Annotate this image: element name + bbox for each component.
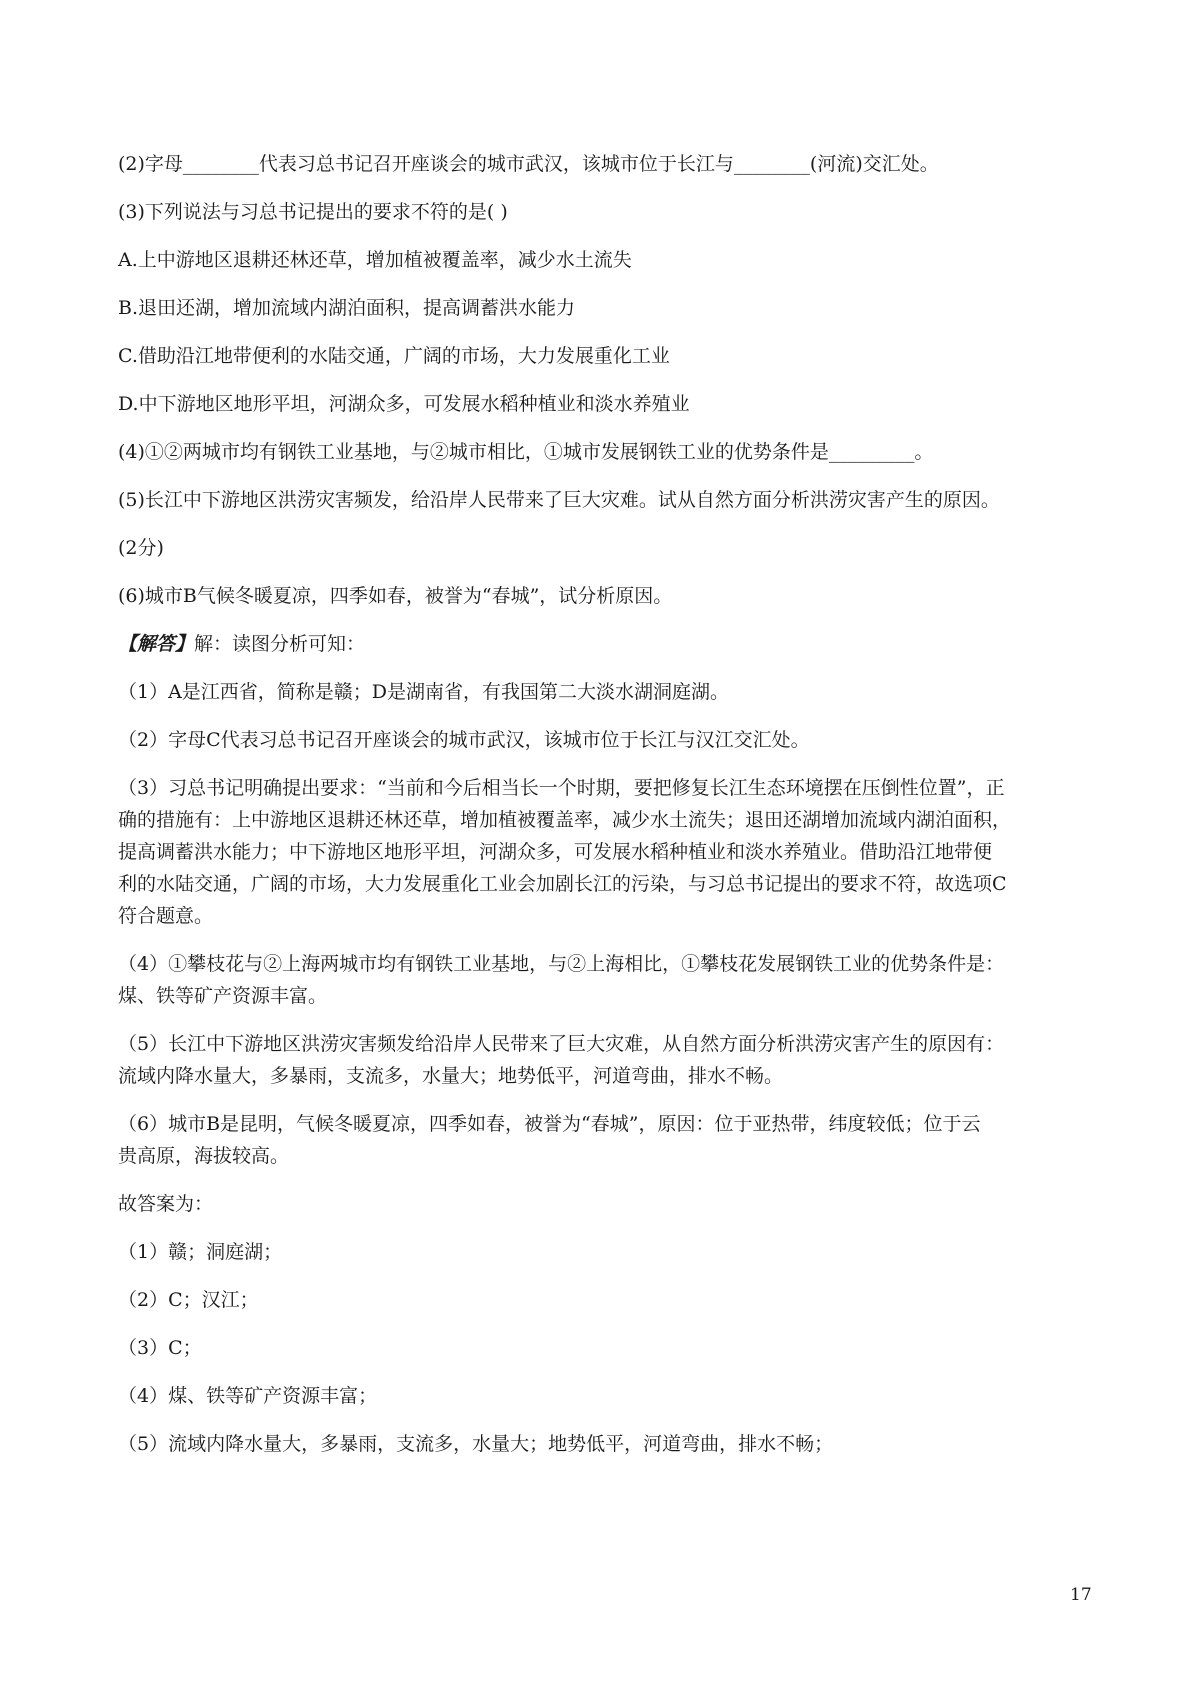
answer-5-line: （5）长江中下游地区洪涝灾害频发给沿岸人民带来了巨大灾难，从自然方面分析洪涝灾害产生的原因有：	[118, 1033, 1005, 1055]
final-answer-2: （2）C；汉江；	[118, 1289, 259, 1311]
answer-3-line: 符合题意。	[118, 905, 214, 927]
answer-2: （2）字母C代表习总书记召开座谈会的城市武汉，该城市位于长江与汉江交汇处。	[118, 729, 810, 751]
answer-heading	[118, 628, 1098, 660]
answer-intro: 解：读图分析可知：	[194, 633, 366, 655]
question-6: (6)城市B气候冬暖夏凉，四季如春，被誉为“春城”，试分析原因。	[118, 585, 673, 607]
answer-3	[118, 772, 1098, 932]
answer-6	[118, 1108, 1098, 1172]
final-answer-5: （5）流域内降水量大，多暴雨，支流多，水量大；地势低平，河道弯曲，排水不畅；	[118, 1433, 834, 1455]
answer-5-line: 流域内降水量大，多暴雨，支流多，水量大；地势低平，河道弯曲，排水不畅。	[118, 1065, 784, 1087]
answer-3-line: （3）习总书记明确提出要求：“当前和今后相当长一个时期，要把修复长江生态环境摆在压倒性位置”，正	[118, 777, 1005, 799]
option-b: B.退田还湖，增加流域内湖泊面积，提高调蓄洪水能力	[118, 297, 576, 319]
page-number: 17	[1070, 1585, 1092, 1605]
answer-label: 【解答】	[118, 633, 195, 655]
final-answer-4: （4）煤、铁等矿产资源丰富；	[118, 1385, 378, 1407]
answer-3-line: 利的水陆交通，广阔的市场，大力发展重化工业会加剧长江的污染，与习总书记提出的要求不符，故选项C	[118, 873, 1007, 895]
question-4: (4)①②两城市均有钢铁工业基地，与②城市相比，①城市发展钢铁工业的优势条件是_________。	[118, 441, 934, 463]
question-5: (5)长江中下游地区洪涝灾害频发，给沿岸人民带来了巨大灾难。试从自然方面分析洪涝灾害产生的原因。	[118, 489, 1000, 511]
document-body	[118, 148, 1098, 1476]
answer-5	[118, 1028, 1098, 1092]
option-a: A.上中游地区退耕还林还草，增加植被覆盖率，减少水土流失	[118, 249, 632, 271]
answer-4-line: 煤、铁等矿产资源丰富。	[118, 985, 328, 1007]
option-c: C.借助沿江地带便利的水陆交通，广阔的市场，大力发展重化工业	[118, 345, 670, 367]
question-2: (2)字母________代表习总书记召开座谈会的城市武汉，该城市位于长江与________(河流)交汇处。	[118, 153, 939, 175]
answer-6-line: （6）城市B是昆明，气候冬暖夏凉，四季如春，被誉为“春城”，原因：位于亚热带，纬度较低；位于云	[118, 1113, 981, 1135]
answer-3-line: 确的措施有：上中游地区退耕还林还草，增加植被覆盖率，减少水土流失；退田还湖增加流域内湖泊面积，	[118, 809, 1012, 831]
answer-4-line: （4）①攀枝花与②上海两城市均有钢铁工业基地，与②上海相比，①攀枝花发展钢铁工业的优势条件是：	[118, 953, 1005, 975]
answer-6-line: 贵高原，海拔较高。	[118, 1145, 290, 1167]
answer-1: （1）A是江西省，简称是赣；D是湖南省，有我国第二大淡水湖洞庭湖。	[118, 681, 730, 703]
answer-4	[118, 948, 1098, 1012]
answer-3-line: 提高调蓄洪水能力；中下游地区地形平坦，河湖众多，可发展水稻种植业和淡水养殖业。借助沿江地带便	[118, 841, 993, 863]
final-answer-3: （3）C；	[118, 1337, 202, 1359]
final-answer-label: 故答案为：	[118, 1193, 214, 1215]
final-answer-1: （1）赣；洞庭湖；	[118, 1241, 283, 1263]
question-5-score: (2分)	[118, 537, 164, 559]
option-d: D.中下游地区地形平坦，河湖众多，可发展水稻种植业和淡水养殖业	[118, 393, 690, 415]
question-3: (3)下列说法与习总书记提出的要求不符的是( )	[118, 201, 508, 223]
